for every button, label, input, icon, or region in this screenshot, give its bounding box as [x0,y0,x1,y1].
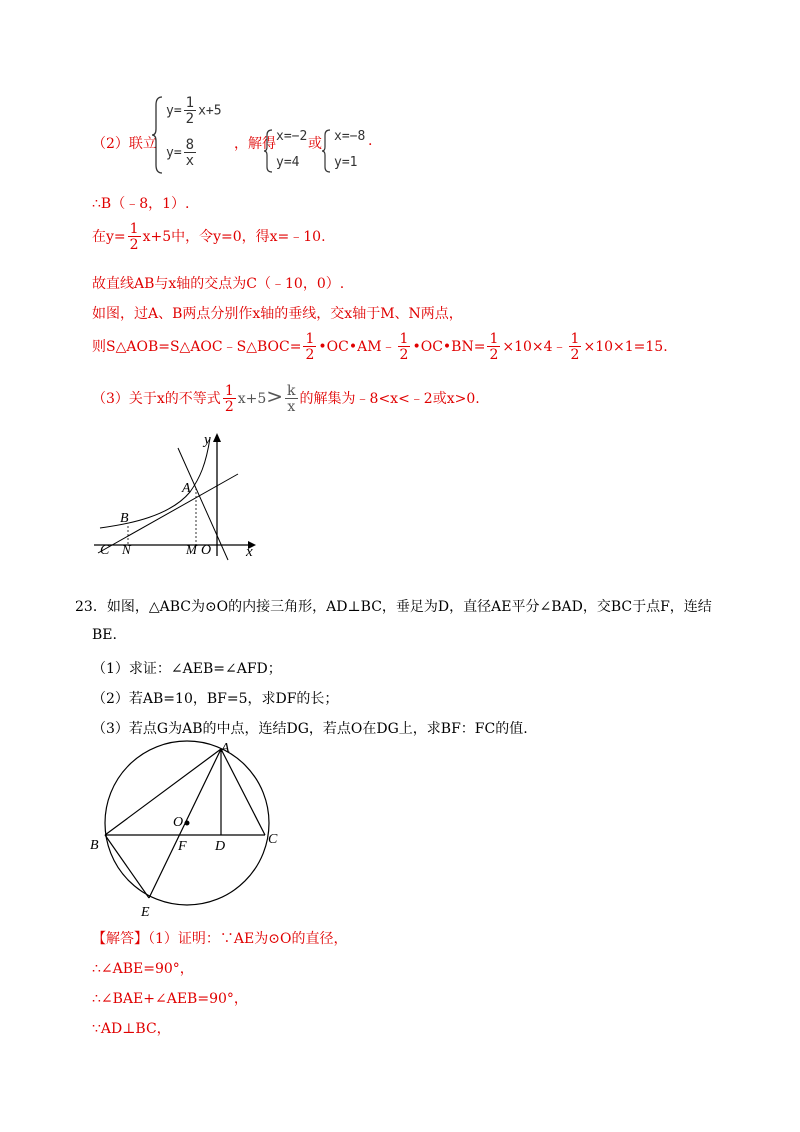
point-b-line: ∴B（﹣8，1）. [92,196,190,212]
answer-line-3: ∴∠BAE+∠AEB=90°， [92,991,248,1007]
label-e2: E [141,905,150,920]
solution1-y: y=4 [276,155,300,170]
solution2-brace [322,128,332,174]
segment-ac [221,749,265,835]
label-o: O [201,543,212,558]
label-c2: C [268,832,278,847]
part2-label: （2）联立 [92,136,157,152]
q23-part3: （3）若点G为AB的中点，连结DG，若点O在DG上，求BF：FC的值. [92,721,528,737]
or-text: 或 [308,136,322,152]
q23-part2: （2）若AB=10，BF=5，求DF的长； [92,691,339,707]
solution2-x: x=−8 [334,129,366,144]
answer-tag: 【解答】 [92,931,148,947]
center-point [185,821,190,826]
solution1-x: x=−2 [276,129,308,144]
segment-be [105,835,149,898]
answer-line-1: 【解答】（1）证明：∵AE为⊙O的直径， [92,931,348,947]
q23-stem-1: 23．如图，△ABC为⊙O的内接三角形，AD⊥BC，垂足为D，直径AE平分∠BAD，交BC于点F，连结 [75,599,712,615]
label-d2: D [215,839,226,854]
label-c: C [100,543,110,558]
point-c-line: 故直线AB与x轴的交点为C（﹣10，0）. [92,276,345,292]
q23-stem-2: BE. [92,627,117,643]
label-b2: B [90,838,99,853]
label-y: y [204,432,211,448]
label-n: N [122,542,131,557]
label-m: M [186,542,197,557]
system-eq1: y= $\frac{1}{2}$ x+5 [166,95,222,127]
answer-line-4: ∵AD⊥BC， [92,1021,171,1037]
label-a2: A [221,741,230,756]
system-left-brace [152,95,164,175]
label-x: x [246,544,253,560]
label-b: B [120,511,129,526]
circle-figure [88,738,288,920]
inequality-line: （3）关于x的不等式 $\frac{1}{2}$ x+5> $\frac{k}{x}$ 的解集为﹣8<x<﹣2或x>0. [92,383,480,415]
label-f2: F [178,839,187,854]
label-a: A [182,481,191,496]
solve-text: ，解得 [234,136,276,152]
x-intercept-line: 在y= $\frac{1}{2}$ x+5中，令y=0，得x=﹣10. [92,221,326,253]
function-graph [90,428,270,563]
solution2-y: y=1 [334,155,358,170]
y-axis-arrow [213,433,221,442]
q23-part1: （1）求证：∠AEB=∠AFD； [92,661,282,677]
system-end: . [368,133,373,149]
segment-ab [105,749,221,835]
area-line: 则S△AOB=S△AOC﹣S△BOC= $\frac{1}{2}$ •OC•AM﹣ $\frac{1}{2}$ •OC•BN= $\frac{1}{2}$ ×10×4﹣ $\frac{1}{2}$ ×10×1=15. [92,331,668,363]
answer-line-2: ∴∠ABE=90°， [92,961,194,977]
solution1-brace [264,128,274,174]
system-eq2: y= $\frac{8}{x}$ [166,137,195,169]
label-o2: O [173,815,184,830]
perpendicular-line: 如图，过A、B两点分别作x轴的垂线，交x轴于M、N两点， [92,306,463,322]
